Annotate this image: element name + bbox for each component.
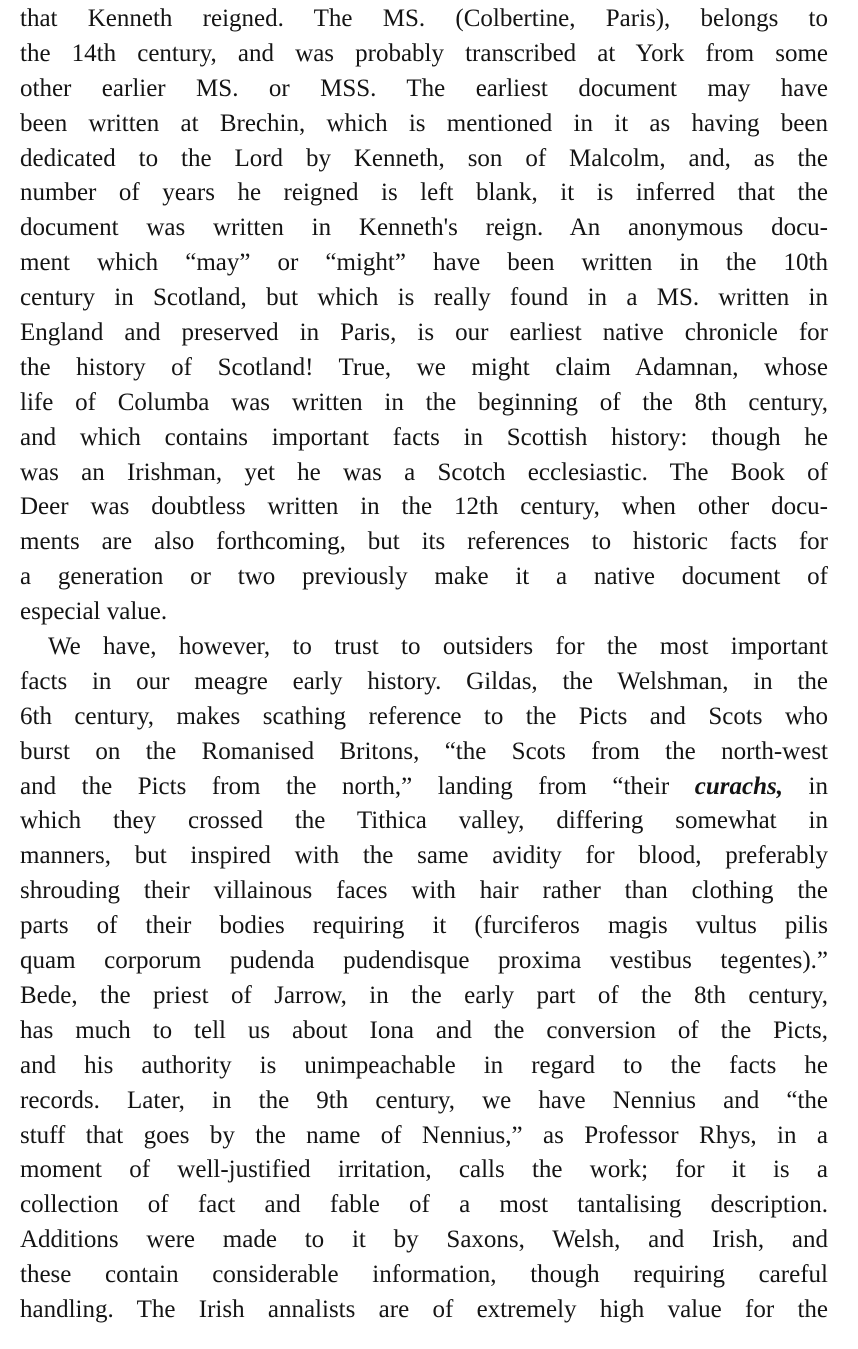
text-line: and which contains important facts in Scottish history: though he bbox=[20, 423, 828, 451]
text-line: has much to tell us about Iona and the conversion of the Picts, bbox=[20, 1016, 828, 1044]
text-line: century in Scotland, but which is really found in a MS. written in bbox=[20, 284, 828, 312]
text-line: collection of fact and fable of a most tantalising description. bbox=[20, 1191, 828, 1219]
text-line: moment of well-justified irritation, calls the work; for it is a bbox=[20, 1156, 828, 1184]
text-line: quam corporum pudenda pudendisque proxima vestibus tegentes).” bbox=[20, 947, 828, 975]
text-line: parts of their bodies requiring it (furciferos magis vultus pilis bbox=[20, 912, 828, 940]
text-line: the history of Scotland! True, we might claim Adamnan, whose bbox=[20, 353, 828, 381]
text-line: was an Irishman, yet he was a Scotch ecclesiastic. The Book of bbox=[20, 458, 828, 486]
text-line: manners, but inspired with the same avidity for blood, preferably bbox=[20, 842, 828, 870]
text-line: handling. The Irish annalists are of extremely high value for the bbox=[20, 1295, 828, 1323]
text-line: facts in our meagre early history. Gildas, the Welshman, in the bbox=[20, 667, 828, 695]
text-line: 6th century, makes scathing reference to the Picts and Scots who bbox=[20, 702, 828, 730]
text-line bbox=[20, 770, 828, 805]
text-segment: and the Picts from the north,” landing from “their bbox=[20, 772, 695, 800]
text-segment: in bbox=[783, 772, 828, 800]
text-line: shrouding their villainous faces with hair rather than clothing the bbox=[20, 877, 828, 905]
text-line: ments are also forthcoming, but its references to historic facts for bbox=[20, 528, 828, 556]
text-line: document was written in Kenneth's reign. An anonymous docu- bbox=[20, 214, 828, 242]
text-line: especial value. bbox=[20, 598, 168, 626]
text-line: the 14th century, and was probably transcribed at York from some bbox=[20, 39, 828, 67]
italic-word: curachs, bbox=[694, 772, 784, 800]
text-line: dedicated to the Lord by Kenneth, son of Malcolm, and, as the bbox=[20, 144, 828, 172]
text-line: which they crossed the Tithica valley, differing somewhat in bbox=[20, 807, 828, 835]
text-line: that Kenneth reigned. The MS. (Colbertine, Paris), belongs to bbox=[20, 5, 828, 32]
text-line: these contain considerable information, though requiring careful bbox=[20, 1261, 828, 1289]
text-line: number of years he reigned is left blank, it is inferred that the bbox=[20, 179, 828, 207]
text-line: and his authority is unimpeachable in regard to the facts he bbox=[20, 1051, 828, 1079]
text-line: life of Columba was written in the beginning of the 8th century, bbox=[20, 388, 828, 416]
text-line: a generation or two previously make it a native document of bbox=[20, 563, 828, 591]
text-line: Deer was doubtless written in the 12th century, when other docu- bbox=[20, 493, 828, 521]
text-line: Additions were made to it by Saxons, Welsh, and Irish, and bbox=[20, 1226, 828, 1254]
text-line: records. Later, in the 9th century, we have Nennius and “the bbox=[20, 1086, 828, 1114]
text-line: ment which “may” or “might” have been written in the 10th bbox=[20, 249, 828, 277]
document-page bbox=[20, 2, 828, 1328]
text-line: We have, however, to trust to outsiders for the most important bbox=[48, 633, 828, 661]
text-line: other earlier MS. or MSS. The earliest document may have bbox=[20, 74, 828, 102]
text-line: burst on the Romanised Britons, “the Scots from the north-west bbox=[20, 737, 828, 765]
text-line: been written at Brechin, which is mentioned in it as having been bbox=[20, 109, 828, 137]
text-line: England and preserved in Paris, is our earliest native chronicle for bbox=[20, 319, 828, 347]
text-line: stuff that goes by the name of Nennius,” as Professor Rhys, in a bbox=[20, 1121, 828, 1149]
text-line: Bede, the priest of Jarrow, in the early part of the 8th century, bbox=[20, 981, 828, 1009]
